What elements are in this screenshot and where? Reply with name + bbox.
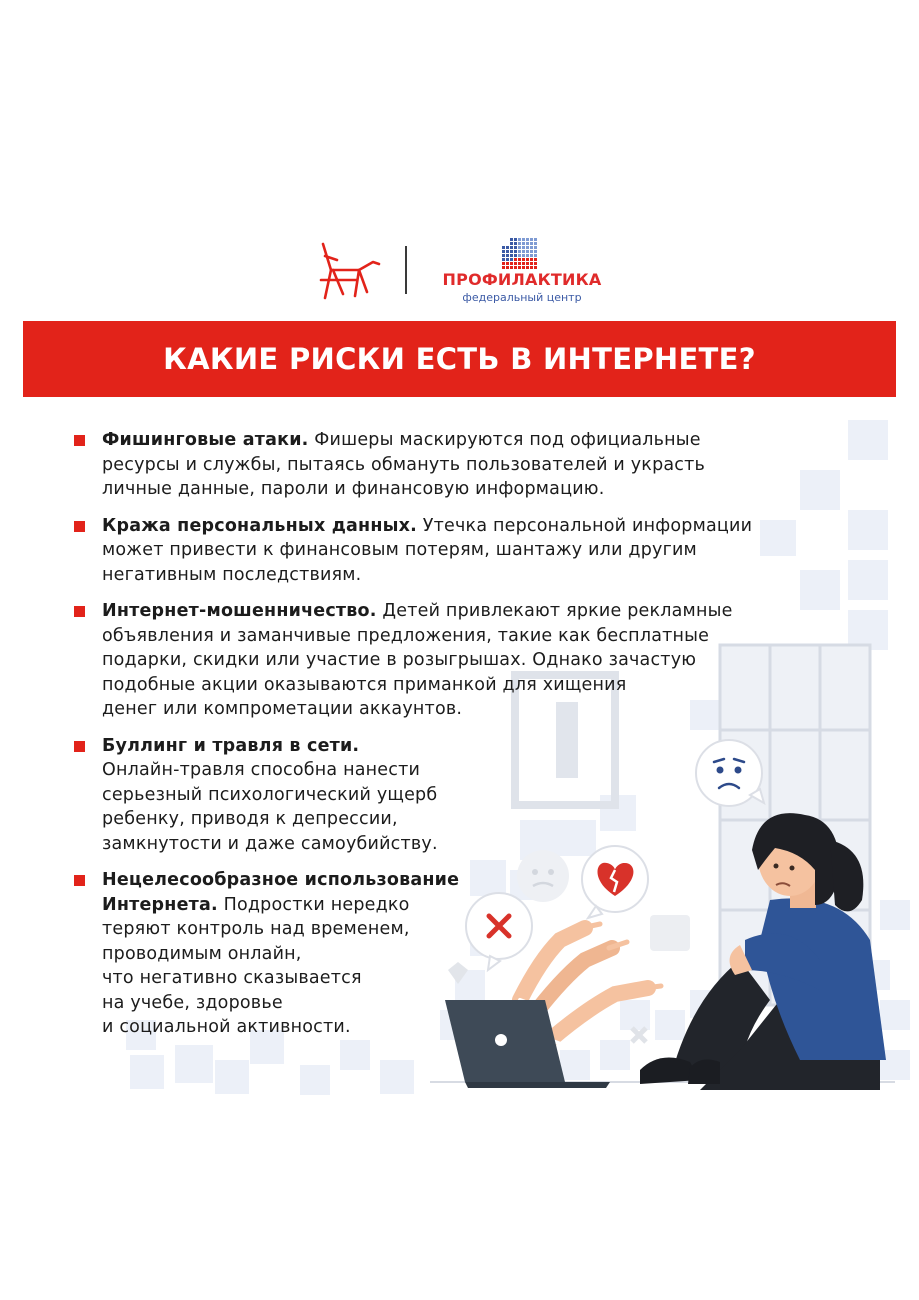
logo-grid-cell: [502, 266, 505, 269]
logo-title: ПРОФИЛАКТИКА: [442, 270, 602, 289]
risk-text: [102, 868, 834, 1040]
logo-grid-cell: [522, 258, 525, 261]
logo-grid-cell: [506, 254, 509, 257]
logo-grid-cell: [526, 250, 529, 253]
logo-grid-cell: [506, 238, 509, 241]
logo-grid-cell: [506, 246, 509, 249]
logo-grid-cell: [522, 238, 525, 241]
logo-grid-cell: [502, 238, 505, 241]
logo-grid-cell: [510, 258, 513, 261]
risk-line: объявления и заманчивые предложения, такие как бесплатные: [102, 625, 710, 646]
background-square: [880, 1000, 910, 1030]
logo-grid-cell: [510, 254, 513, 257]
logo-grid-cell: [530, 266, 533, 269]
logo-grid-cell: [530, 262, 533, 265]
logo-grid-cell: [514, 262, 517, 265]
risk-title: Кража персональных данных.: [102, 515, 418, 536]
risk-line: Утечка персональной информации: [417, 515, 753, 536]
risk-line: подобные акции оказываются приманкой для хищения: [102, 674, 627, 695]
list-item: [74, 868, 834, 1040]
risk-line: подарки, скидки или участие в розыгрышах. Однако зачастую: [102, 650, 697, 670]
background-square: [848, 420, 888, 460]
logo-grid-cell: [514, 238, 517, 241]
logo-grid-cell: [526, 262, 529, 265]
logo-grid-cell: [518, 238, 521, 241]
logo-grid-cell: [502, 262, 505, 265]
logo-grid-cell: [518, 266, 521, 269]
logo-grid-cell: [526, 238, 529, 241]
logo-grid-cell: [534, 242, 537, 245]
grid-logo-icon: [500, 236, 540, 270]
logo-grid-cell: [510, 262, 513, 265]
logo-grid-cell: [518, 242, 521, 245]
logo-divider: [405, 246, 407, 294]
logo-grid-cell: [534, 258, 537, 261]
logo-subtitle: федеральный центр: [462, 291, 582, 304]
logo-grid-cell: [506, 250, 509, 253]
logo-grid-cell: [530, 242, 533, 245]
logo-grid-cell: [530, 246, 533, 249]
risk-line: ребенку, приводя к депрессии,: [102, 809, 398, 829]
logo-grid-cell: [534, 238, 537, 241]
risk-list: [74, 428, 834, 1040]
background-square: [848, 510, 888, 550]
logo-grid-cell: [530, 250, 533, 253]
logo-grid-cell: [514, 254, 517, 257]
logo-grid-cell: [518, 250, 521, 253]
background-square: [560, 1050, 590, 1080]
page-title: КАКИЕ РИСКИ ЕСТЬ В ИНТЕРНЕТЕ?: [163, 342, 756, 376]
logo-grid-cell: [534, 250, 537, 253]
logo-grid-cell: [530, 254, 533, 257]
logo-grid-cell: [514, 242, 517, 245]
logo-bar: [0, 232, 919, 312]
logo-grid-cell: [522, 246, 525, 249]
risk-line: теряют контроль над временем,: [102, 919, 410, 939]
background-square: [600, 1040, 630, 1070]
chair-logo-icon: [313, 240, 383, 302]
title-banner: [23, 321, 896, 397]
risk-line: Фишеры маскируются под официальные: [308, 430, 701, 450]
background-square: [215, 1060, 249, 1094]
logo-grid-cell: [506, 242, 509, 245]
logo-grid-cell: [530, 238, 533, 241]
logo-grid-cell: [514, 250, 517, 253]
logo-grid-cell: [518, 258, 521, 261]
bullet-square: [74, 875, 85, 886]
bullet-square: [74, 606, 85, 617]
list-item: [74, 734, 834, 857]
bullet-square: [74, 521, 85, 532]
background-square: [130, 1055, 164, 1089]
logo-grid-cell: [502, 246, 505, 249]
logo-grid-cell: [526, 246, 529, 249]
risk-line: денег или компрометации аккаунтов.: [102, 699, 463, 719]
logo-grid-cell: [526, 258, 529, 261]
logo-grid-cell: [534, 262, 537, 265]
list-item: [74, 428, 834, 502]
list-item: [74, 514, 834, 588]
risk-line: и социальной активности.: [102, 1017, 351, 1037]
risk-line: Детей привлекают яркие рекламные: [376, 601, 733, 621]
risk-line: негативным последствиям.: [102, 564, 362, 585]
logo-grid-cell: [526, 266, 529, 269]
logo-grid-cell: [510, 238, 513, 241]
logo-grid-cell: [502, 242, 505, 245]
risk-line: замкнутости и даже самоубийству.: [102, 833, 438, 854]
risk-line: на учебе, здоровье: [102, 992, 283, 1013]
logo-grid-cell: [522, 266, 525, 269]
risk-title: Буллинг и травля в сети.: [102, 735, 360, 756]
risk-text: [102, 734, 834, 857]
risk-title: Нецелесообразное использование: [102, 870, 460, 890]
risk-line: проводимым онлайн,: [102, 943, 302, 964]
risk-text: [102, 599, 834, 722]
risk-title: Фишинговые атаки.: [102, 430, 309, 450]
background-square: [340, 1040, 370, 1070]
logo-grid-cell: [522, 242, 525, 245]
logo-grid-cell: [530, 258, 533, 261]
risk-line: серьезный психологический ущерб: [102, 784, 438, 805]
logo-grid-cell: [522, 254, 525, 257]
logo-grid-cell: [534, 254, 537, 257]
logo-grid-cell: [514, 246, 517, 249]
risk-line: ресурсы и службы, пытаясь обмануть пользователей и украсть: [102, 454, 706, 475]
bullet-square: [74, 741, 85, 752]
logo-grid-cell: [534, 266, 537, 269]
risk-line: Онлайн-травля способна нанести: [102, 760, 421, 780]
logo-grid-cell: [526, 254, 529, 257]
risk-text: [102, 514, 834, 588]
risk-text: [102, 428, 834, 502]
risk-line: личные данные, пароли и финансовую информацию.: [102, 479, 605, 499]
logo-grid-cell: [502, 258, 505, 261]
logo-grid-cell: [514, 258, 517, 261]
logo-grid-cell: [514, 266, 517, 269]
risk-line: Подростки нередко: [217, 894, 410, 915]
logo-grid-cell: [502, 254, 505, 257]
risk-title: Интернет-мошенничество.: [102, 601, 377, 621]
risk-line: что негативно сказывается: [102, 968, 362, 988]
logo-grid-cell: [506, 266, 509, 269]
logo-grid-cell: [522, 250, 525, 253]
logo-grid-cell: [506, 258, 509, 261]
bullet-square: [74, 435, 85, 446]
background-square: [380, 1060, 414, 1094]
background-square: [880, 900, 910, 930]
logo-grid-cell: [534, 246, 537, 249]
logo-grid-cell: [518, 246, 521, 249]
logo-grid-cell: [510, 242, 513, 245]
background-square: [175, 1045, 213, 1083]
risk-title-continued: Интернета.: [102, 894, 218, 915]
risk-line: может привести к финансовым потерям, шантажу или другим: [102, 540, 697, 560]
logo-grid-cell: [522, 262, 525, 265]
background-square: [848, 560, 888, 600]
logo-grid-cell: [526, 242, 529, 245]
logo-grid-cell: [502, 250, 505, 253]
logo-grid-cell: [510, 266, 513, 269]
list-item: [74, 599, 834, 722]
logo-grid-cell: [518, 262, 521, 265]
logo-grid-cell: [510, 246, 513, 249]
background-square: [300, 1065, 330, 1095]
logo-grid-cell: [518, 254, 521, 257]
logo-grid-cell: [506, 262, 509, 265]
logo-grid-cell: [510, 250, 513, 253]
